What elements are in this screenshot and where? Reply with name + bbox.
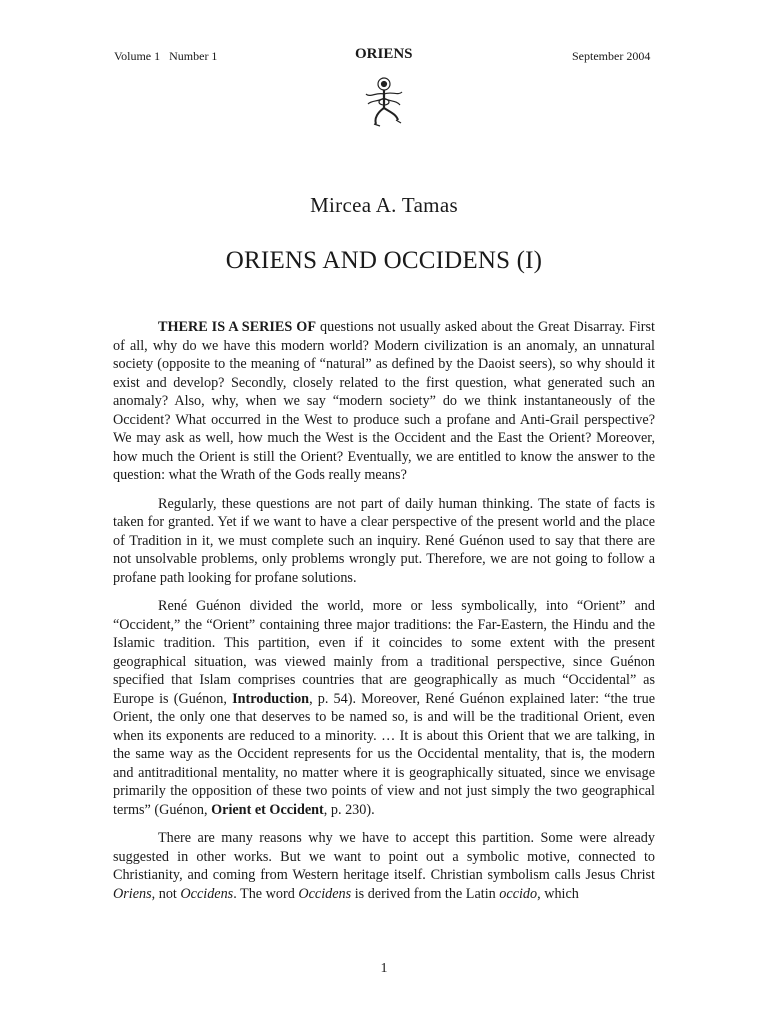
article-body xyxy=(113,318,655,913)
paragraph-4 xyxy=(113,829,655,903)
term-occidens-2: Occidens xyxy=(298,885,352,902)
term-occidens: Occidens xyxy=(180,885,234,902)
header-date: September 2004 xyxy=(572,49,651,63)
citation-introduction: Introduction xyxy=(232,690,310,707)
term-oriens: Oriens xyxy=(113,885,152,902)
header-volume-number: Volume 1 Number 1 xyxy=(114,49,218,63)
article-title: ORIENS AND OCCIDENS (I) xyxy=(225,247,543,274)
citation-orient-et-occident: Orient et Occident xyxy=(211,801,324,818)
paragraph-4-text-a: There are many reasons why we have to accept this partition. Some were already suggested in other works. But we want to point out a symbolic motive, connected to Christianity, and coming from Western heritage itself. Christian symbolism calls Jesus Christ xyxy=(113,830,655,883)
article-author: Mircea A. Tamas xyxy=(310,193,458,217)
dancing-figure-emblem-icon xyxy=(362,74,406,130)
paragraph-3-text-a: René Guénon divided the world, more or less symbolically, into “Orient” and “Occident,” the “Orient” containing three major traditions: the Far-Eastern, the Hindu and the Islamic tradition. This partition, even if it coincides to some extent with the present geographical situation, was viewed mainly from a traditional perspective, since Guénon specified that Islam comprises countries that are geographically as much “Occidental” as Europe is (Guénon, xyxy=(113,598,655,707)
paragraph-2 xyxy=(113,495,655,588)
header-journal-title: ORIENS xyxy=(355,46,413,62)
paragraph-4-text-e: , which xyxy=(537,885,579,902)
paragraph-3-text-b: , p. 54). Moreover, René Guénon explained later: “the true Orient, the only one that deserves to be named so, is and will be the traditional Orient, even when its exponents are reduced to a minority. … It is about this Orient that we are talking, in the same way as the Occident represents for us the Occidental mentality, that is, the modern and antitraditional mentality, no matter where it is geographically situated, since we envisage primarily the opposition of these two points of view and not just simply the two geographical terms” (Guénon, xyxy=(113,690,655,818)
paragraph-1 xyxy=(113,318,655,485)
paragraph-4-text-d: is derived from the Latin xyxy=(351,885,500,902)
paragraph-1-lead: THERE IS A SERIES OF xyxy=(158,319,316,335)
term-occido: occido xyxy=(499,885,538,902)
paragraph-3-text-c: , p. 230). xyxy=(323,801,375,818)
page-number: 1 xyxy=(380,961,388,976)
paragraph-4-text-c: . The word xyxy=(233,885,299,902)
paragraph-2-text: Regularly, these questions are not part of daily human thinking. The state of facts is taken for granted. Yet if we want to have a clear perspective of the present world and the place of Tradition in it, we must complete such an inquiry. René Guénon used to say that there are not unsolvable problems, only problems wrongly put. Therefore, we are not going to follow a profane path looking for profane solutions. xyxy=(113,495,655,586)
paragraph-3 xyxy=(113,597,655,819)
paragraph-4-text-b: , not xyxy=(151,885,181,902)
paragraph-1-text: questions not usually asked about the Great Disarray. First of all, why do we have this modern world? Modern civilization is an anomaly, an unnatural society (opposite to the meaning of “natural” as defined by the Daoist seers), so why should it exist and develop? Secondly, closely related to the first question, what generated such an anomaly? Also, why, when we say “modern society” do we think instantaneously of the Occident? What occurred in the West to produce such a profane and Anti-Grail perspective? We may ask as well, how much the West is the Occident and the East the Orient? Moreover, how much the Orient is still the Orient? Eventually, we are entitled to know the answer to the question: what the Wrath of the Gods really means? xyxy=(113,319,655,483)
